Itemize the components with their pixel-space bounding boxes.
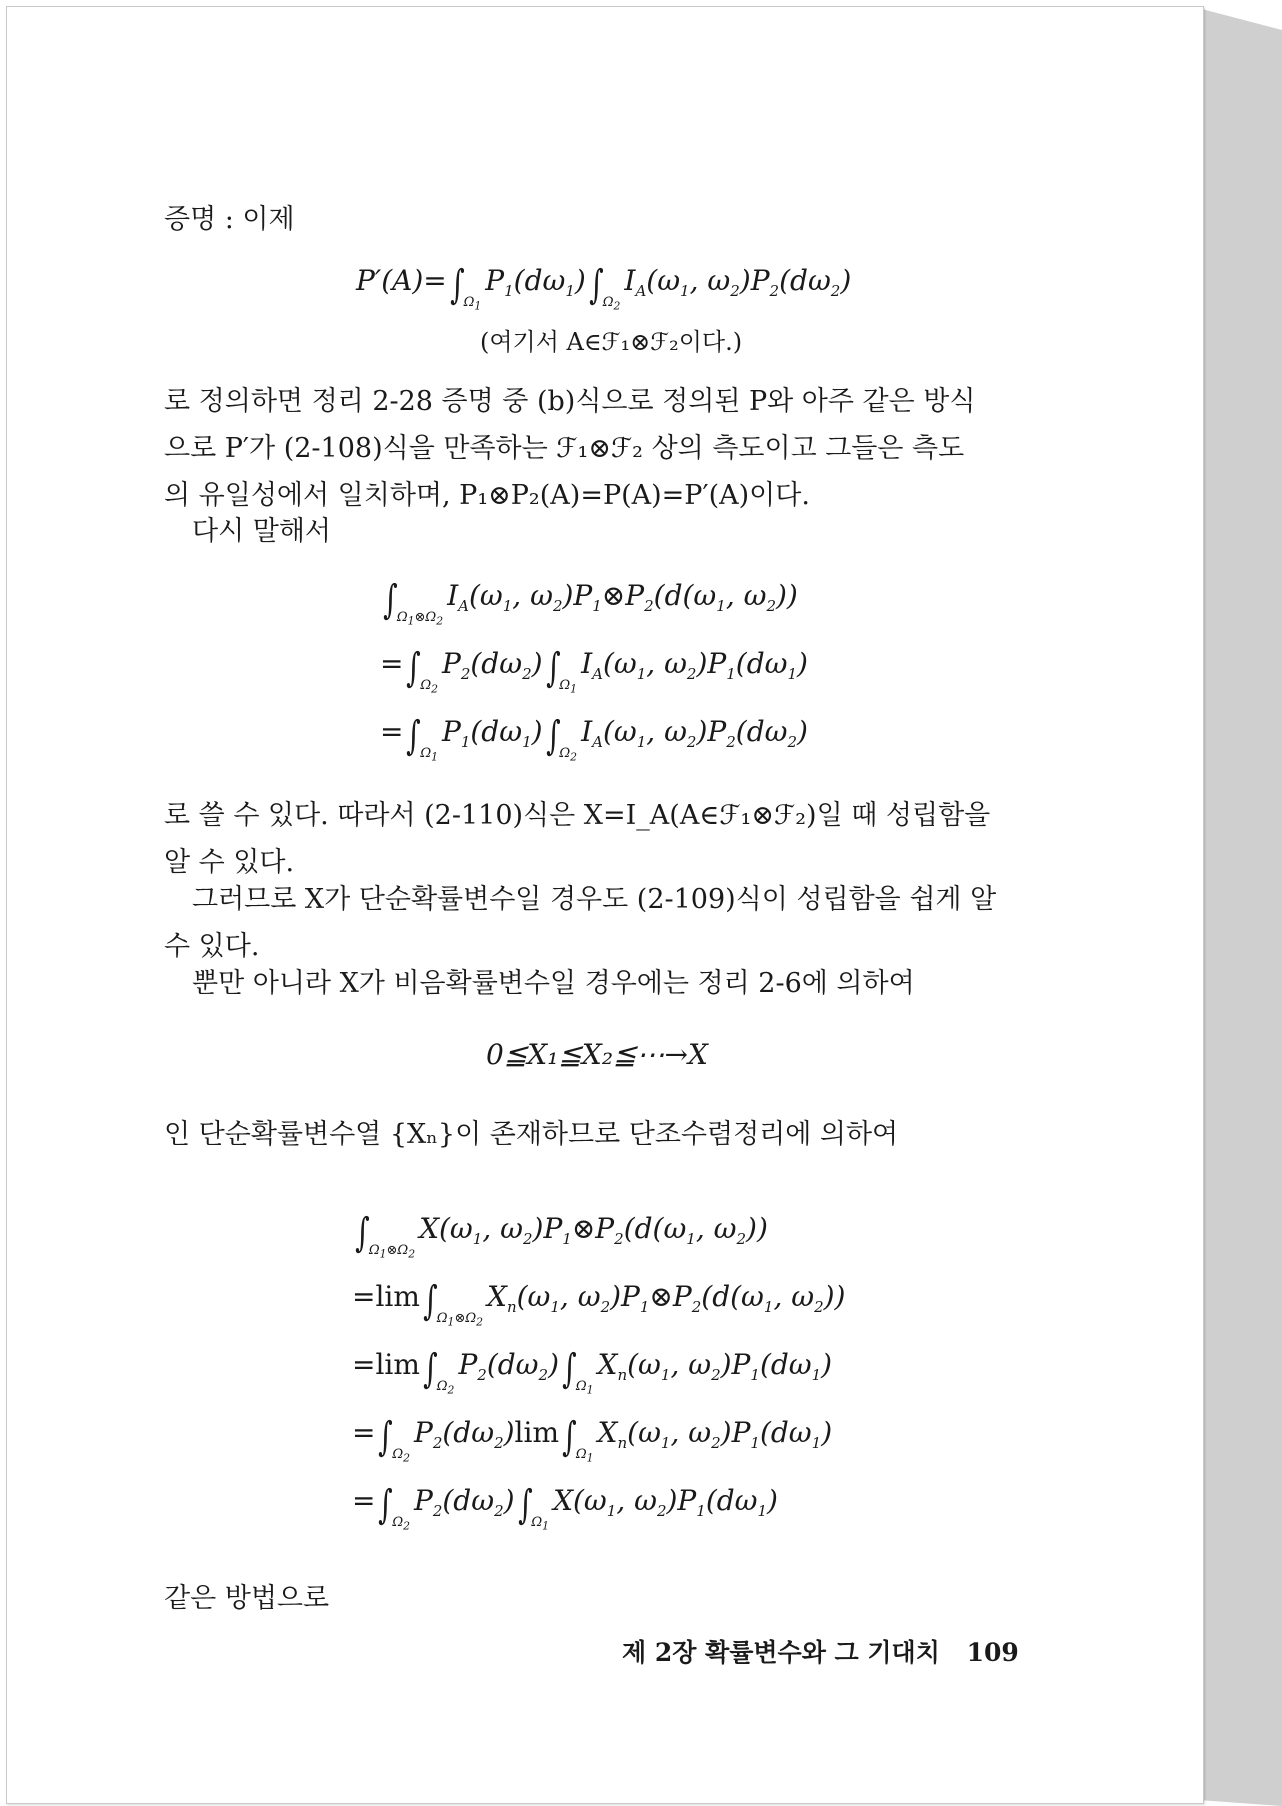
page-number: 109 [966, 1638, 1019, 1667]
book-page-edge [1198, 0, 1282, 1806]
equation-3-line-5: $=\int_{\Omega_2}P_2(d\omega_2)\int_{\Omega_1}X(\omega_1$, $\omega_2)P_1(d\omega_1)$ [352, 1482, 778, 1533]
paragraph-1-line-2: 으로 P′가 (2-108)식을 만족하는 ℱ₁⊗ℱ₂ 상의 측도이고 그들은 측도 [164, 433, 965, 464]
paragraph-1-line-1: 로 정의하면 정리 2-28 증명 중 (b)식으로 정의된 P와 아주 같은 방식 [164, 386, 976, 417]
chapter-title: 제 2장 확률변수와 그 기대치 [622, 1638, 940, 1667]
paragraph-4-line-2: 수 있다. [164, 931, 260, 962]
running-footer [622, 1633, 1019, 1669]
paragraph-3-line-2: 알 수 있다. [164, 847, 295, 878]
equation-3-line-4: $=\int_{\Omega_2}P_2(d\omega_2)\lim\int_{\Omega_1}X_n(\omega_1$, $\omega_2)P_1(d\omega_1)$ [352, 1414, 833, 1465]
paragraph-6: 인 단순확률변수열 {Xₙ}이 존재하므로 단조수렴정리에 의하여 [164, 1119, 899, 1150]
equation-2-line-2: $=\int_{\Omega_2}P_2(d\omega_2)\int_{\Omega_1}I_A(\omega_1$, $\omega_2)P_1(d\omega_1)$ [380, 645, 808, 696]
equation-p-prime: $P'(A)=\int_{\Omega_1}P_1(d\omega_1)\int_{\Omega_2}I_A(\omega_1$, $\omega_2)P_2(d\omega_2)$ [356, 262, 852, 313]
monotone-chain: 0≦X₁≦X₂≦⋯→X [486, 1038, 708, 1071]
equation-2-line-1: $\int_{\Omega_1\otimes\Omega_2}I_A(\omega_1$, $\omega_2)P_1\otimes P_2(d(\omega_1$, $\omega_2$)) [383, 577, 798, 628]
paragraph-5: 뿐만 아니라 X가 비음확률변수일 경우에는 정리 2-6에 의하여 [192, 968, 915, 999]
equation-note: (여기서 A∈ℱ₁⊗ℱ₂이다.) [480, 328, 743, 356]
paragraph-2: 다시 말해서 [192, 516, 331, 547]
paragraph-3-line-1: 로 쓸 수 있다. 따라서 (2-110)식은 X=I_A(A∈ℱ₁⊗ℱ₂)일 때 성립함을 [164, 800, 991, 831]
equation-2-line-3: $=\int_{\Omega_1}P_1(d\omega_1)\int_{\Omega_2}I_A(\omega_1$, $\omega_2)P_2(d\omega_2)$ [380, 713, 808, 764]
equation-3-line-3: $=\lim\int_{\Omega_2}P_2(d\omega_2)\int_{\Omega_1}X_n(\omega_1$, $\omega_2)P_1(d\omega_1)$ [352, 1346, 833, 1397]
paragraph-4-line-1: 그러므로 X가 단순확률변수일 경우도 (2-109)식이 성립함을 쉽게 알 [192, 884, 997, 915]
paragraph-7: 같은 방법으로 [164, 1583, 330, 1614]
proof-label: 증명 : 이제 [164, 204, 295, 235]
equation-3-line-2: $=\lim\int_{\Omega_1\otimes\Omega_2}X_n(\omega_1$, $\omega_2)P_1\otimes P_2(d(\omega_1$, $\omega_2$)) [352, 1278, 846, 1329]
equation-3-line-1: $\int_{\Omega_1\otimes\Omega_2}X(\omega_1$, $\omega_2)P_1\otimes P_2(d(\omega_1$, $\omega_2$)) [355, 1210, 768, 1261]
paragraph-1-line-3: 의 유일성에서 일치하며, P₁⊗P₂(A)=P(A)=P′(A)이다. [164, 480, 810, 511]
